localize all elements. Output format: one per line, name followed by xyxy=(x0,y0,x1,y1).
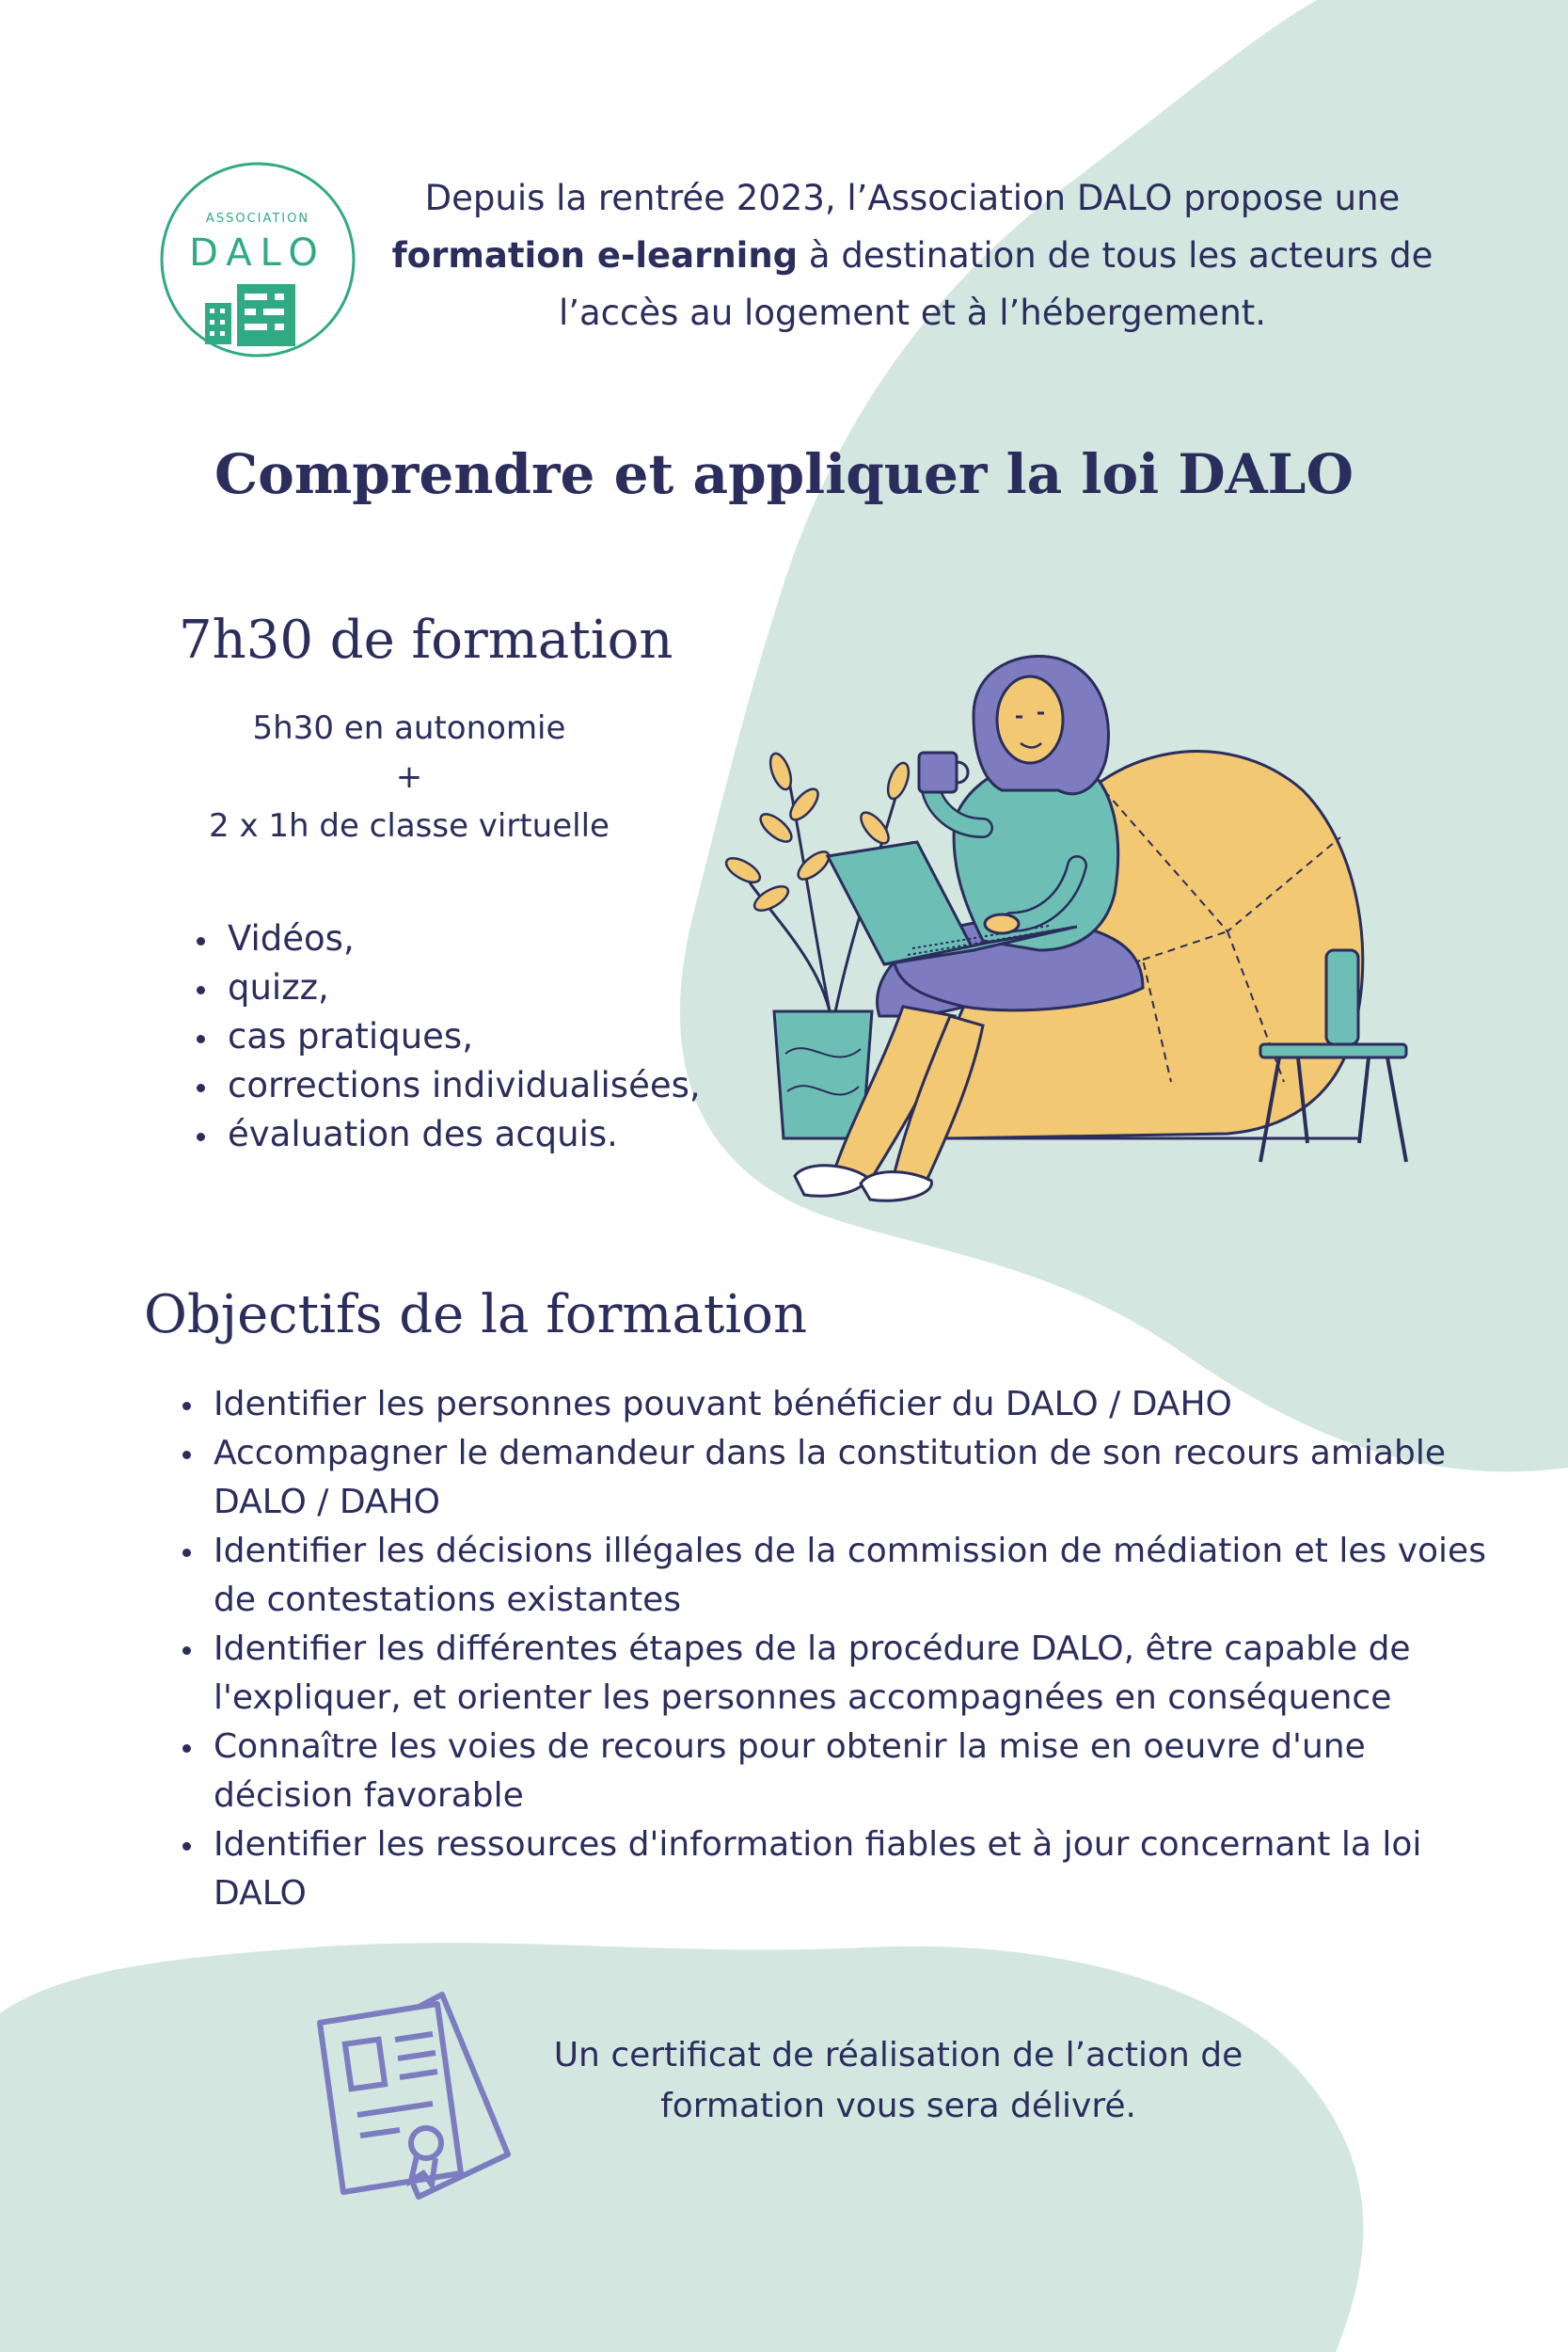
duration-breakdown xyxy=(179,704,640,850)
certificate-note: Un certificat de réalisation de l’action de formation vous sera délivré. xyxy=(553,2036,1243,2125)
duration-line-autonomy: 5h30 en autonomie xyxy=(252,709,566,747)
list-item: • quizz, xyxy=(220,963,747,1012)
list-item: • Identifier les décisions illégales de la commission de médiation et les voies de contestations existantes xyxy=(206,1527,1513,1625)
list-item: • évaluation des acquis. xyxy=(220,1110,747,1159)
page-title: Comprendre et appliquer la loi DALO xyxy=(214,442,1354,506)
logo-dalo-text: DALO xyxy=(189,231,326,275)
objectives-heading: Objectifs de la formation xyxy=(144,1284,808,1345)
objectives-list xyxy=(165,1380,1513,1918)
list-item: • Vidéos, xyxy=(220,914,747,963)
features-list xyxy=(179,914,747,1159)
intro-text-after: à destination de tous les acteurs de l’accès au logement et à l’hébergement. xyxy=(558,235,1433,333)
coffee-mug-icon xyxy=(919,753,968,792)
mint-blob-bottom xyxy=(0,1943,1363,2352)
intro-text-bold: formation e-learning xyxy=(391,235,799,276)
dalo-logo xyxy=(158,160,357,359)
list-item: • Identifier les personnes pouvant bénéficier du DALO / DAHO xyxy=(206,1380,1513,1429)
duration-line-virtual-class: 2 x 1h de classe virtuelle xyxy=(209,807,610,845)
list-item: • Identifier les ressources d'information fiables et à jour concernant la loi DALO xyxy=(206,1820,1513,1918)
woman-laptop-illustration xyxy=(701,649,1425,1232)
intro-paragraph xyxy=(381,169,1444,342)
list-item: • Connaître les voies de recours pour obtenir la mise en oeuvre d'une décision favorable xyxy=(206,1723,1513,1820)
logo-association-text: ASSOCIATION xyxy=(205,212,310,226)
list-item: • corrections individualisées, xyxy=(220,1061,747,1110)
duration-plus: + xyxy=(395,758,423,796)
list-item: • Accompagner le demandeur dans la constitution de son recours amiable DALO / DAHO xyxy=(206,1429,1513,1527)
list-item: • cas pratiques, xyxy=(220,1012,747,1061)
certificate-icon xyxy=(315,1976,513,2201)
duration-heading: 7h30 de formation xyxy=(179,610,673,671)
intro-text-before: Depuis la rentrée 2023, l’Association DALO propose une xyxy=(424,178,1401,218)
list-item: • Identifier les différentes étapes de la procédure DALO, être capable de l'expliquer, et orienter les personnes accompagnées en conséquence xyxy=(206,1625,1513,1723)
